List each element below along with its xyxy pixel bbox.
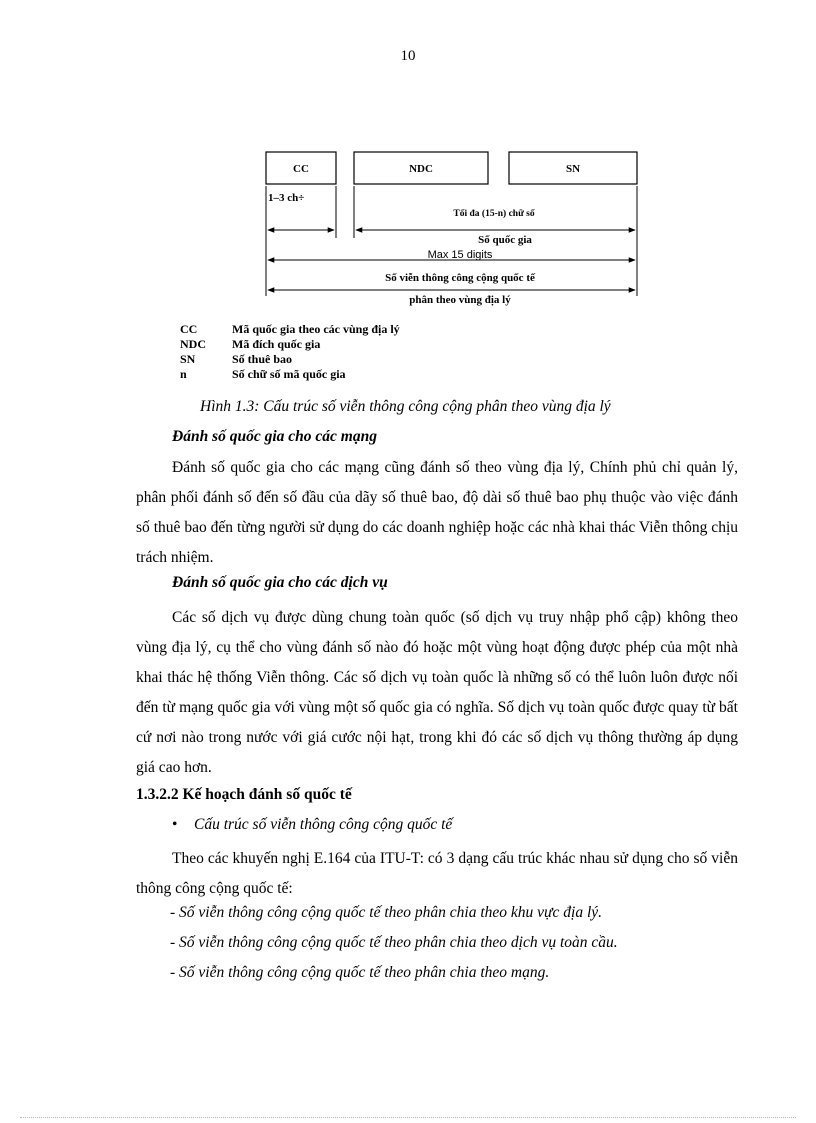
legend-row (180, 337, 400, 352)
legend-abbr: NDC (180, 337, 206, 351)
max-digits-label: Max 15 digits (427, 249, 493, 261)
paragraph-network-numbering (136, 453, 738, 573)
bullet-text: Cấu trúc số viễn thông công cộng quốc tế (194, 816, 453, 833)
figure-caption: Hình 1.3: Cấu trúc số viễn thông công cộng phân theo vùng địa lý (200, 398, 611, 415)
national-number-label: Số quốc gia (478, 234, 532, 246)
paragraph-service-numbering (136, 603, 738, 783)
heading-service-numbering: Đánh số quốc gia cho các dịch vụ (172, 574, 388, 591)
geo-divided-label: phân theo vùng địa lý (409, 294, 511, 306)
cc-digits-label: 1–3 ch÷ (268, 192, 305, 204)
legend-desc: Số thuê bao (232, 352, 293, 366)
legend-abbr: SN (180, 352, 196, 366)
bullet-marker: • (172, 816, 178, 833)
structure-item-network: - Số viễn thông công cộng quốc tế theo phân chia theo mạng. (170, 964, 550, 981)
legend-desc: Mã đích quốc gia (232, 337, 321, 351)
legend-desc: Số chữ số mã quốc gia (232, 367, 346, 381)
legend-row (180, 322, 400, 337)
legend-row (180, 352, 400, 367)
paragraph-text: Theo các khuyến nghị E.164 của ITU-T: có 3 dạng cấu trúc khác nhau sử dụng cho số viễn thông công cộng quốc tế: (136, 850, 738, 897)
paragraph-itu (136, 844, 738, 904)
structure-item-global-service: - Số viễn thông công cộng quốc tế theo phân chia theo dịch vụ toàn cầu. (170, 934, 618, 951)
ndc-label: NDC (409, 163, 433, 175)
bullet-item (172, 816, 452, 834)
paragraph-text: Các số dịch vụ được dùng chung toàn quốc (số dịch vụ truy nhập phổ cập) không theo vùng địa lý, cụ thể cho vùng đánh số nào đó hoặc một vùng hoạt động được phép của một nhà khai thác hệ thống Viễn thông. Các số dịch vụ toàn quốc là những số có thể luôn luôn được nối đến từ mạng quốc gia với vùng một số quốc gia có nghĩa. Số dịch vụ toàn quốc được quay từ bất cứ nơi nào trong nước với giá cước nội hạt, trong khi đó các số dịch vụ thông thường áp dụng giá cao hơn. (136, 609, 738, 776)
legend-row (180, 367, 400, 382)
legend-desc: Mã quốc gia theo các vùng địa lý (232, 322, 400, 336)
sn-label: SN (565, 163, 581, 175)
intl-number-label: Số viễn thông công cộng quốc tế (385, 272, 535, 284)
legend-abbr: n (180, 367, 187, 381)
page-bottom-border (20, 1117, 796, 1118)
diagram-legend (180, 322, 400, 382)
legend-abbr: CC (180, 322, 198, 336)
number-structure-diagram (260, 148, 650, 308)
cc-label: CC (293, 163, 309, 175)
max-n-label: Tối đa (15-n) chữ số (453, 209, 535, 219)
paragraph-text: Đánh số quốc gia cho các mạng cũng đánh số theo vùng địa lý, Chính phủ chỉ quản lý, phân phối đánh số đến số đầu của dãy số thuê bao, độ dài số thuê bao phụ thuộc vào việc đánh số thuê bao đến từng người sử dụng do các doanh nghiệp hoặc các nhà khai thác Viễn thông chịu trách nhiệm. (136, 459, 738, 566)
structure-item-geo: - Số viễn thông công cộng quốc tế theo phân chia theo khu vực địa lý. (170, 904, 603, 921)
section-title: 1.3.2.2 Kế hoạch đánh số quốc tế (136, 786, 352, 803)
page-number: 10 (400, 48, 416, 64)
heading-network-numbering: Đánh số quốc gia cho các mạng (172, 428, 377, 445)
